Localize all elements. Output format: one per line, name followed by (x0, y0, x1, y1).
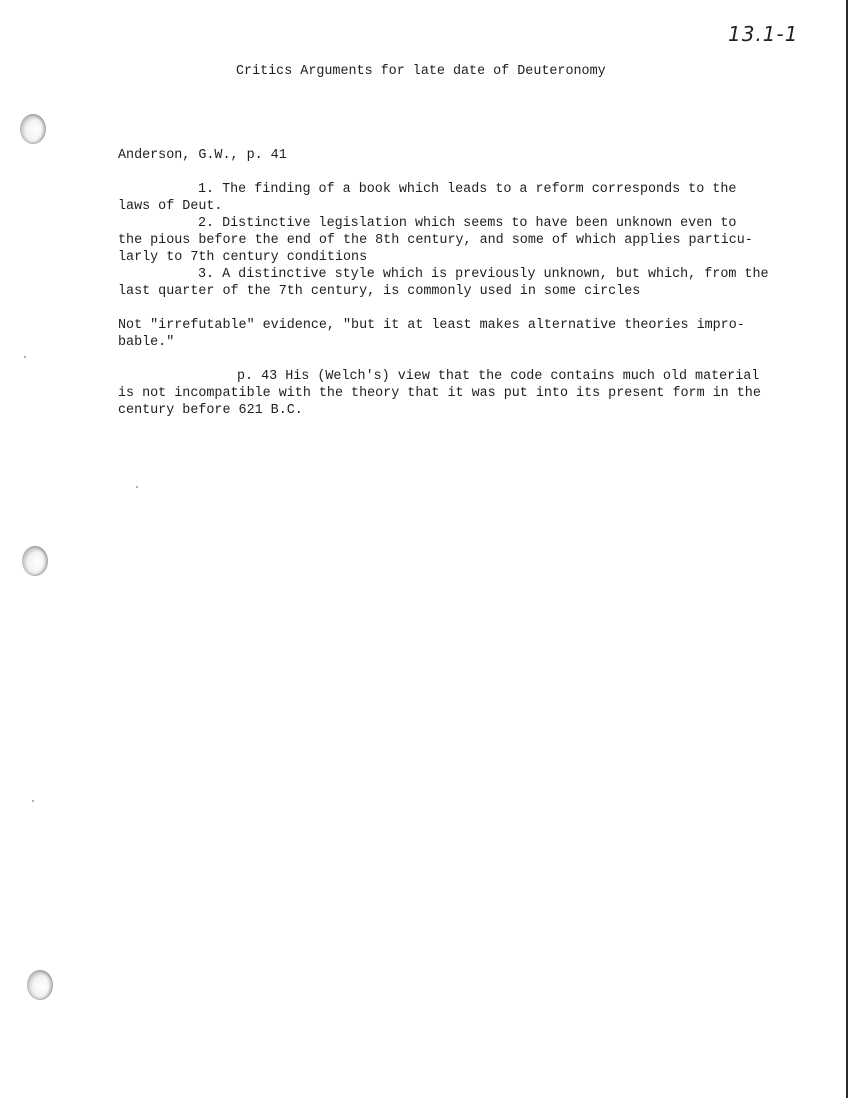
paper-speck (136, 486, 138, 488)
point-1-line-2: laws of Deut. (118, 199, 223, 214)
evidence-note-line-1: Not "irrefutable" evidence, "but it at least makes alternative theories impro- (118, 318, 745, 333)
punch-hole-middle (22, 546, 48, 576)
point-2-line-2: the pious before the end of the 8th century, and some of which applies particu- (118, 233, 753, 248)
point-2-line-1: 2. Distinctive legislation which seems to have been unknown even to (198, 216, 737, 231)
page-number: 13.1-1 (728, 22, 799, 46)
point-2-line-3: larly to 7th century conditions (118, 250, 368, 265)
paper-speck (24, 356, 26, 358)
point-3-line-2: last quarter of the 7th century, is commonly used in some circles (118, 284, 641, 299)
point-1-line-1: 1. The finding of a book which leads to a reform corresponds to the (198, 182, 737, 197)
punch-hole-top (20, 114, 46, 144)
paper-speck (32, 800, 34, 802)
point-3-line-1: 3. A distinctive style which is previously unknown, but which, from the (198, 267, 769, 282)
source-citation: Anderson, G.W., p. 41 (118, 148, 287, 163)
document-title: Critics Arguments for late date of Deuteronomy (236, 64, 606, 79)
welch-note-line-2: is not incompatible with the theory that it was put into its present form in the (118, 386, 761, 401)
welch-note-line-3: century before 621 B.C. (118, 403, 303, 418)
punch-hole-bottom (27, 970, 53, 1000)
evidence-note-line-2: bable." (118, 335, 175, 350)
welch-note-line-1: p. 43 His (Welch's) view that the code contains much old material (237, 369, 760, 384)
